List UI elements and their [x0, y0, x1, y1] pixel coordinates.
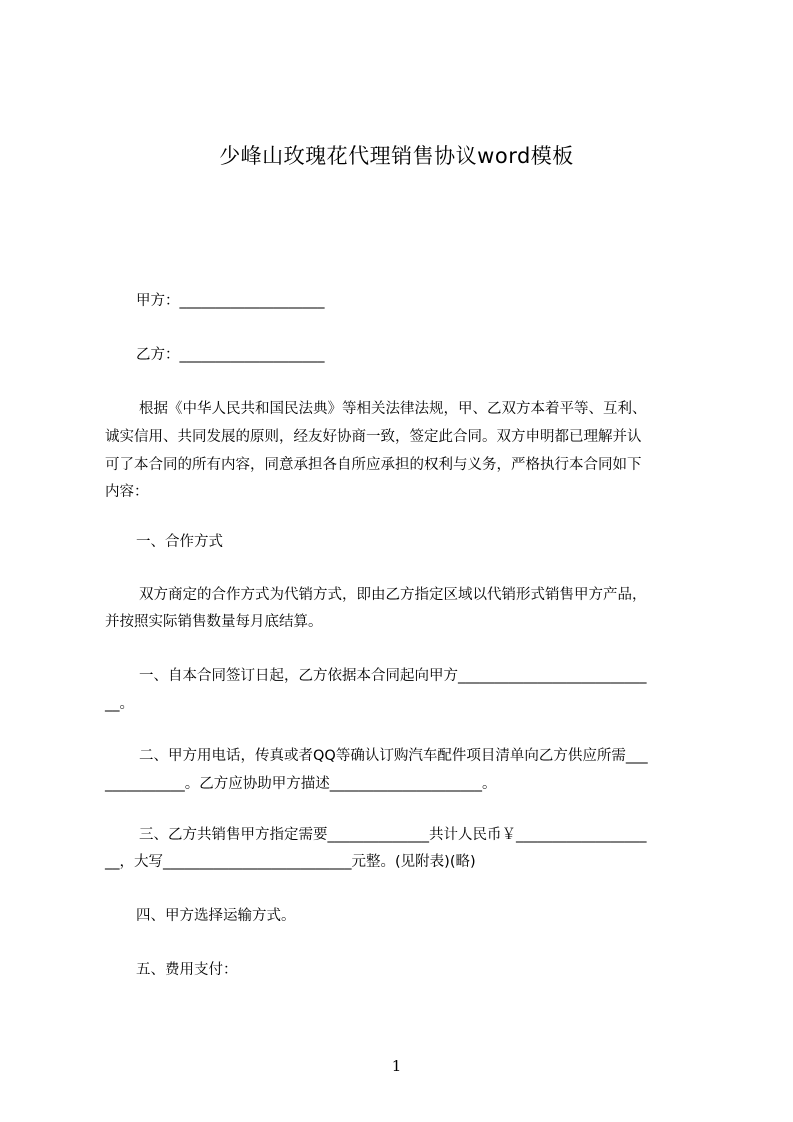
section-1-body-line-2: 并按照实际销售数量每月底结算。 — [105, 614, 323, 630]
clause-3-line-2: __，大写__________________________元整。(见附表)(略) — [105, 854, 476, 870]
intro-line-2: 诚实信用、共同发展的原则，经友好协商一致，签定此合同。双方申明都已理解并认 — [105, 429, 642, 445]
document-title: 少峰山玫瑰花代理销售协议word模板 — [219, 144, 574, 168]
section-1-heading: 一、合作方式 — [136, 534, 223, 550]
section-1-body-line-1: 双方商定的合作方式为代销方式，即由乙方指定区域以代销形式销售甲方产品， — [139, 587, 647, 603]
intro-line-4: 内容： — [105, 484, 149, 500]
clause-4-line: 四、甲方选择运输方式。 — [136, 908, 296, 924]
clause-2-line-2: ___________。乙方应协助甲方描述_____________________。 — [105, 776, 497, 792]
intro-line-3: 可了本合同的所有内容，同意承担各自所应承担的权利与义务，严格执行本合同如下 — [105, 457, 642, 473]
clause-5-line: 五、费用支付： — [136, 962, 238, 978]
clause-1-line-1: 一、自本合同签订日起，乙方依据本合同起向甲方__________________________ — [139, 668, 647, 684]
party-b-line: 乙方：____________________ — [136, 347, 325, 363]
intro-line-1: 根据《中华人民共和国民法典》等相关法律法规，甲、乙双方本着平等、互利、 — [139, 401, 647, 417]
clause-1-line-2: __。 — [105, 696, 134, 712]
page-number: 1 — [391, 1057, 402, 1075]
clause-2-line-1: 二、甲方用电话，传真或者QQ等确认订购汽车配件项目清单向乙方供应所需___ — [139, 748, 648, 764]
clause-3-line-1: 三、乙方共销售甲方指定需要______________共计人民币￥__________________ — [139, 827, 647, 843]
party-a-line: 甲方：____________________ — [136, 293, 325, 309]
